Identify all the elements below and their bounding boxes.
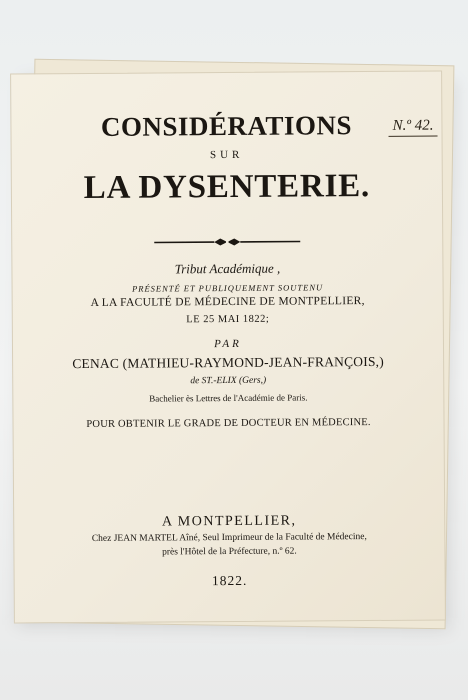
date-line: LE 25 MAI 1822; [186,313,270,326]
city-line: A MONTPELLIER, [161,513,297,530]
faculte-line: A LA FACULTÉ DE MÉDECINE DE MONTPELLIER, [90,295,365,309]
presente-line: PRÉSENTÉ ET PUBLIQUEMENT SOUTENU [132,282,324,294]
catalog-number: N.º 42. [388,118,437,137]
title-page [10,70,446,623]
origin-line: de ST.-ELIX (Gers,) [190,375,267,387]
bachelier-line: Bachelier ès Lettres de l'Académie de Paris. [149,392,308,404]
title-dysenterie: LA DYSENTERIE. [83,168,371,207]
author-line: CENAC (MATHIEU-RAYMOND-JEAN-FRANÇOIS,) [72,353,384,372]
printer-line-1: Chez JEAN MARTEL Aîné, Seul Imprimeur de la Faculté de Médecine, [91,532,367,544]
year-line: 1822. [211,572,248,589]
title-considerations: CONSIDÉRATIONS [100,110,353,142]
par-line: PAR [214,337,242,351]
printer-line-2: près l'Hôtel de la Préfecture, n.º 62. [162,546,297,558]
title-sur: SUR [209,148,244,162]
obtenir-line: POUR OBTENIR LE GRADE DE DOCTEUR EN MÉDECINE. [86,417,371,430]
ornamental-rule [152,236,302,247]
tribut-line: Tribut Académique , [174,260,281,277]
